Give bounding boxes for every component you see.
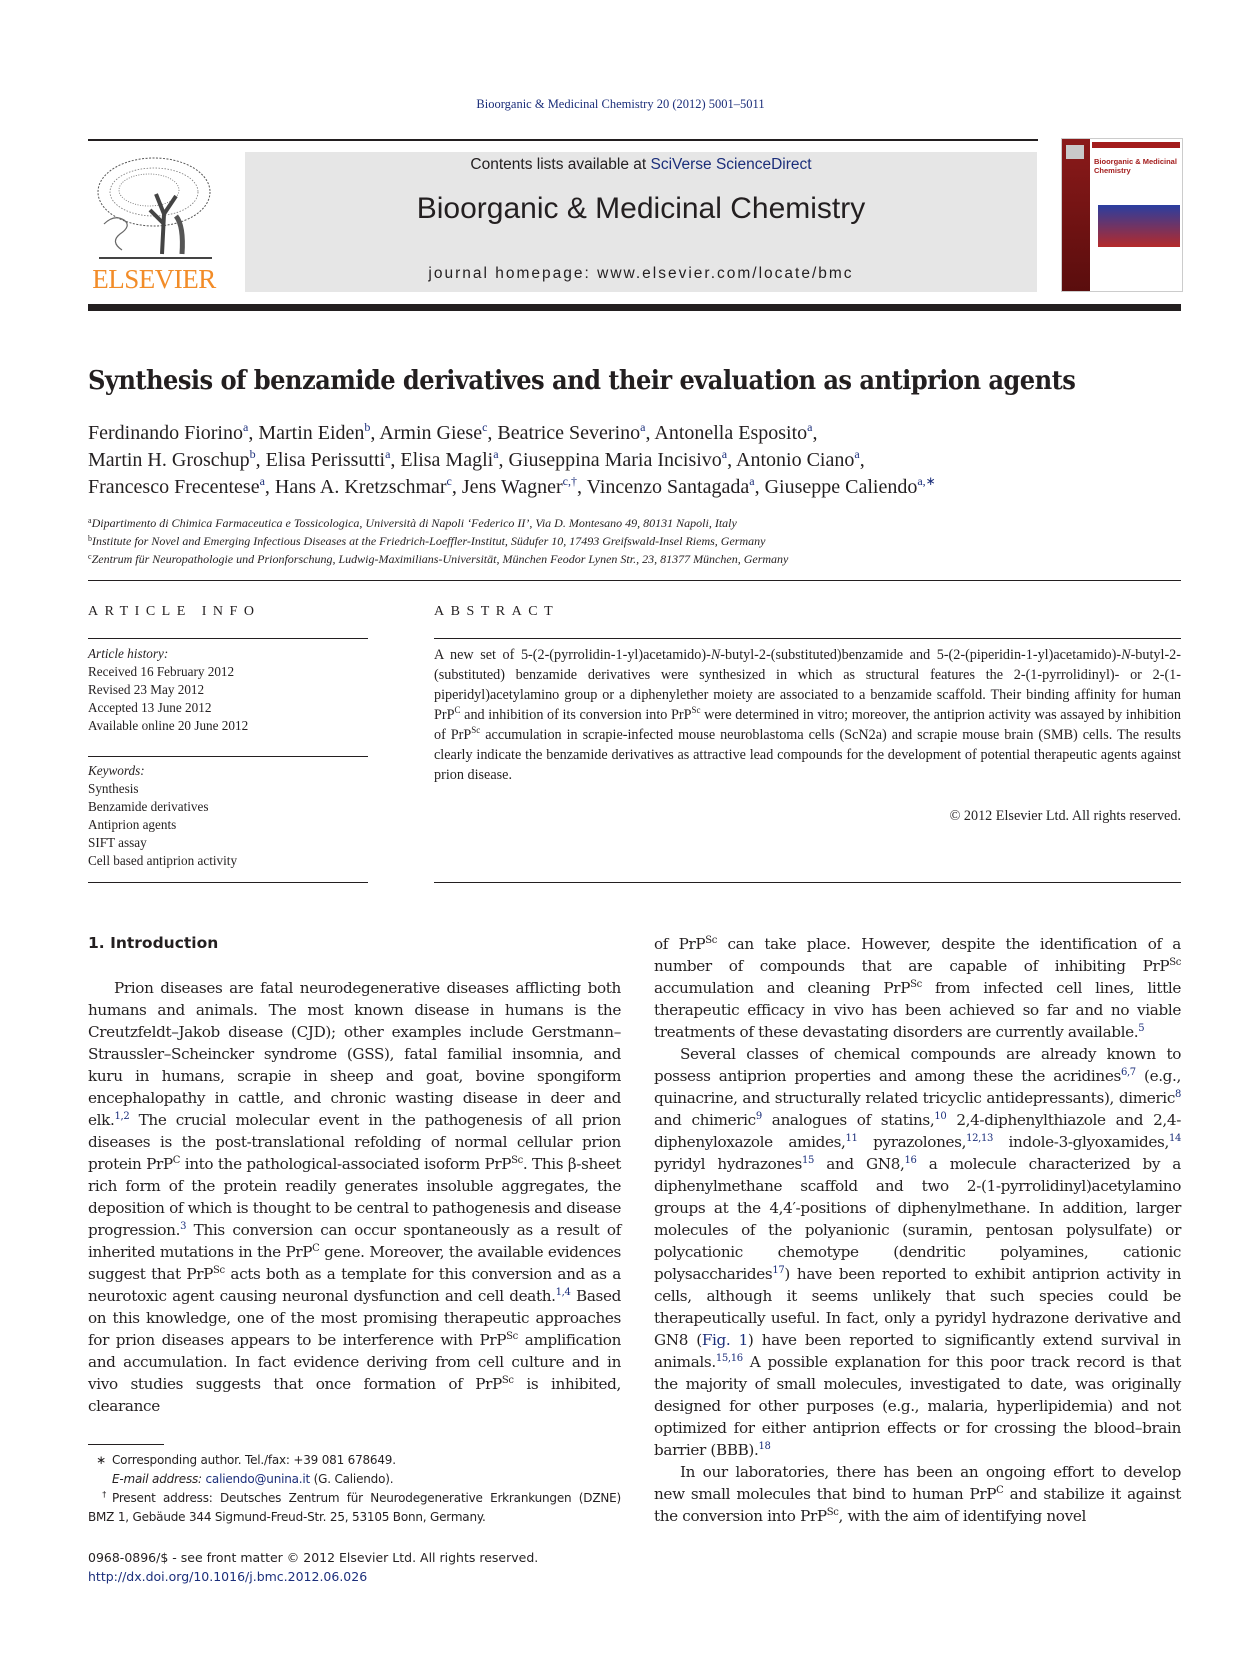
citation-link[interactable]: 14 [1168,1133,1182,1144]
author-name: Giuseppina Maria Incisivo [508,449,722,471]
affiliation-marker[interactable]: c,† [562,474,577,488]
paragraph [654,933,1181,1043]
keyword: Benzamide derivatives [88,799,209,814]
history-online: Available online 20 June 2012 [88,718,249,733]
abstract-text: -butyl-2-(substituted) benzamide derivatives were synthesized in which as structural features the 2-(1-pyrrolidinyl)- or 2-(1-piperidyl)acetylamino group or a diphenylether moiety are associated to a benzamide scaffold. Their binding affinity for human PrP [434,647,1181,723]
citation-link[interactable]: 16 [904,1155,917,1166]
contents-line [245,156,1037,174]
journal-cover-thumbnail[interactable] [1061,138,1183,292]
footnote-text: Corresponding author. Tel./fax: +39 081 678649. [112,1453,396,1467]
body-text: analogues of statins, [761,1111,935,1129]
history-revised: Revised 23 May 2012 [88,682,205,697]
email-link[interactable]: caliendo@unina.it [205,1472,311,1486]
author-line-1: Ferdinando Fiorino$^a$, Martin Eiden$^b$, Armin Giese$^c$, Beatrice Severino$^a$, Antonella Esposito$^a$, [88,420,818,444]
superscript: C [454,705,461,715]
affiliations [88,514,788,568]
author-name: Francesco Frecentese [88,476,260,498]
divider [88,882,368,883]
body-text: amplification and accumulation. In fact evidence deriving from cell culture and in vivo studies suggests that once formation of PrP [88,1331,622,1393]
body-text: and chimeric [654,1111,756,1129]
citation-link[interactable]: 1,2 [114,1111,130,1122]
keywords-label: Keywords: [88,763,145,778]
email-label: E-mail address: [112,1472,202,1486]
citation-link[interactable]: 1,4 [555,1287,571,1298]
history-accepted: Accepted 13 June 2012 [88,700,212,715]
body-text: 2,4-diphenylthiazole and 2,4-diphenyloxazole amides, [654,1111,1181,1151]
author-list [88,420,1188,501]
author-name: Hans A. Kretzschmar [274,476,447,498]
divider [88,580,1181,581]
citation-link[interactable]: 10 [934,1111,947,1122]
body-text: . This β-sheet rich form of the protein readily generates insoluble aggregates, the deposition of which is thought to be central to pathogenesis and disease progression. [88,1155,622,1239]
affiliation-marker[interactable]: c [482,420,488,434]
divider [88,756,368,757]
cover-band [1092,142,1180,148]
superscript: Sc [1169,957,1181,968]
affiliation-marker[interactable]: b [249,447,256,461]
cover-logo-icon [1066,145,1084,159]
copyright-notice: © 2012 Elsevier Ltd. All rights reserved. [949,808,1181,824]
superscript: Sc [501,1375,514,1386]
superscript: Sc [212,1265,225,1276]
affiliation-key: a [88,516,92,525]
body-text: can take place. However, despite the identification of a number of compounds that are capable of inhibiting PrP [654,935,1181,975]
body-text: gene. Moreover, the available evidences suggest that PrP [88,1243,621,1283]
body-text: into the pathological-associated isoform PrP [180,1155,512,1173]
paragraph [88,977,621,1417]
body-text: (e.g., quinacrine, and structurally related tricyclic antidepressants), dimeric [654,1067,1182,1107]
journal-citation-text[interactable]: Bioorganic & Medicinal Chemistry 20 (2012) 5001–5011 [476,97,765,111]
dagger-symbol: † [102,1490,106,1499]
superscript: Sc [506,1331,518,1342]
author-name: Antonella Esposito [654,422,808,444]
citation-link[interactable]: 9 [755,1111,762,1122]
author-name: Jens Wagner [461,476,563,498]
abstract-text: A new set of 5-(2-(pyrrolidin-1-yl)acetamido)- [434,647,711,663]
footnote-present-address [88,1489,621,1527]
author-name: Ferdinando Fiorino [88,422,243,444]
citation-link[interactable]: 15,16 [715,1353,743,1364]
divider [88,638,368,639]
paragraph [654,1043,1181,1461]
superscript: C [172,1155,181,1166]
body-text: from infected cell lines, little therapeutic efficacy in vivo has been achieved so far and no viable treatments of these devastating disorders are currently available. [654,979,1182,1041]
body-text: , with the aim of identifying novel [838,1507,1086,1525]
footnotes [88,1451,621,1527]
footnote-symbol [88,1489,112,1508]
contents-prefix: Contents lists available at [470,156,651,173]
elsevier-logo[interactable] [88,154,220,294]
citation-link[interactable]: 3 [180,1221,187,1232]
keyword: Antiprion agents [88,817,177,832]
affiliation-marker[interactable]: a [749,474,755,488]
body-text: ) have been reported to exhibit antiprion activity in cells, although it seems unlikely that such species could be therapeutically useful. In fact, only a pyridyl hydrazone derivative and GN8 ( [654,1265,1181,1349]
footnote-corresponding [88,1451,621,1470]
affiliation-marker[interactable]: a [385,447,391,461]
footnote-text: (G. Caliendo). [310,1472,394,1486]
body-text: and stabilize it against the conversion into PrP [654,1485,1182,1525]
body-text: ) have been reported to significantly extend survival in animals. [654,1331,1181,1371]
footnote-symbol: ∗ [96,1453,106,1467]
cover-image [1098,205,1180,247]
divider [434,882,1181,883]
author-name: Beatrice Severino [497,422,641,444]
author-name: Martin Eiden [258,422,365,444]
affiliation-text: Dipartimento di Chimica Farmaceutica e Tossicologica, Università di Napoli ‘Federico II’, Via D. Montesano 49, 80131 Napoli, Italy [91,516,737,530]
author-name: Martin H. Groschup [88,449,250,471]
body-text: Based on this knowledge, one of the most promising therapeutic approaches for prion diseases appears to be interference with PrP [88,1287,621,1349]
abstract-text: -butyl-2-(substituted)benzamide and 5-(2-(piperidin-1-yl)acetamido)- [720,647,1122,663]
superscript: C [996,1485,1004,1496]
divider [434,638,1181,639]
citation-link[interactable]: 11 [845,1133,858,1144]
body-column-left [88,977,621,1417]
abstract-text: were determined in vitro; moreover, the antiprion activity was assayed by inhibition of PrP [434,707,1181,743]
body-text: pyridyl hydrazones [654,1155,802,1173]
author-line-2: Martin H. Groschup$^b$, Elisa Perissutti$^a$, Elisa Magli$^a$, Giuseppina Maria Incisivo$^a$, Antonio Ciano$^a$, [88,447,865,471]
body-column-right [654,933,1181,1527]
corresponding-author-marker[interactable]: a,∗ [917,474,936,488]
superscript: Sc [705,935,717,946]
abstract-italic: N [710,647,721,663]
footnote-rule [88,1444,164,1445]
cover-spine [1062,139,1090,291]
affiliation-marker[interactable]: a [721,447,728,461]
abstract-text: and inhibition of its conversion into PrP [460,707,692,723]
body-text: of PrP [654,935,706,953]
body-text: A possible explanation for this poor track record is that the majority of small molecules, investigated to date, was originally designed for other purposes (e.g., malaria, hyperlipidemia) and not optimized for either antiprion effects or for crossing the blood–brain barrier (BBB). [654,1353,1181,1459]
header-top-rule [88,139,1038,141]
body-text: pyrazolones, [857,1133,967,1151]
superscript: C [312,1243,320,1254]
citation-link[interactable]: 18 [758,1441,771,1452]
affiliation-marker[interactable]: a [259,474,265,488]
keyword: Synthesis [88,781,139,796]
affiliation-marker[interactable]: a [640,420,646,434]
abstract-text: accumulation in scrapie-infected mouse neuroblastoma cells (ScN2a) and scrapie mouse brain (SMB) cells. The results clearly indicate the benzamide derivatives as attractive lead compounds for the development of potential therapeutic agents against prion disease. [434,727,1181,783]
superscript: Sc [910,979,922,990]
bottom-meta [88,1548,538,1586]
body-text: accumulation and cleaning PrP [654,979,911,997]
body-text: indole-3-glyoxamides, [992,1133,1169,1151]
citation-link[interactable]: 8 [1174,1089,1181,1100]
keyword: Cell based antiprion activity [88,853,238,868]
header-thick-rule [88,304,1181,311]
body-text: acts both as a template for this conversion and as a neurotoxic agent causing neuronal dysfunction and cell death. [88,1265,621,1305]
figure-link[interactable]: Fig. 1 [701,1331,748,1349]
sciencedirect-link[interactable]: SciVerse ScienceDirect [650,156,812,173]
affiliation-marker[interactable]: a [493,447,499,461]
author-name: Elisa Perissutti [265,449,386,471]
keyword: SIFT assay [88,835,147,850]
citation-link[interactable]: 12,13 [966,1133,993,1144]
body-text: Several classes of chemical compounds are already known to possess antiprion properties and among these the acridines [654,1045,1181,1085]
article-info-heading: ARTICLE INFO [88,604,261,619]
author-line-3: Francesco Frecentese$^a$, Hans A. Kretzschmar$^c$, Jens Wagner$^{c,\dagger}$, Vincenzo Santagada$^a$, Giuseppe Caliendo$^{a,∗}$ [88,474,936,498]
journal-citation-link[interactable] [0,97,1241,112]
abstract-body [434,645,1181,785]
superscript: Sc [471,725,481,735]
superscript: Sc [826,1507,839,1518]
citation-link[interactable]: 5 [1138,1023,1145,1034]
affiliation-marker[interactable]: c [446,474,452,488]
elsevier-wordmark: ELSEVIER [92,264,216,294]
elsevier-tree-icon [94,154,214,264]
history-label: Article history: [88,646,169,661]
affiliation-marker[interactable]: b [364,420,371,434]
author-name: Antonio Ciano [736,449,855,471]
history-received: Received 16 February 2012 [88,664,235,679]
footnote-email [88,1470,621,1489]
author-name: Giuseppe Caliendo [764,476,918,498]
affiliation-key: c [88,552,92,561]
author-name: Elisa Magli [400,449,494,471]
doi-link[interactable]: http://dx.doi.org/10.1016/j.bmc.2012.06.026 [88,1569,368,1584]
body-text: Prion diseases are fatal neurodegenerative diseases afflicting both humans and animals. The most known disease in humans is the Creutzfeldt–Jakob disease (CJD); other examples include Gerstmann–Straussler–Scheincker syndrome (GSS), fatal familial insomnia, and kuru in humans, scrapie in sheep and goat, bovine spongiform encephalopathy in cattle, and chronic wasting disease in deer and elk. [88,979,621,1129]
article-history [88,645,368,735]
keywords [88,762,368,870]
journal-homepage[interactable]: journal homepage: www.elsevier.com/locate/bmc [428,265,854,282]
affiliation-text: Institute for Novel and Emerging Infectious Diseases at the Friedrich-Loeffler-Institut, Südufer 10, 17493 Greifswald-Insel Riems, Germany [92,534,766,548]
citation-link[interactable]: 15 [801,1155,815,1166]
affiliation-text: Zentrum für Neuropathologie und Prionforschung, Ludwig-Maximilians-Universität, München Feodor Lynen Str., 23, 81377 München, Germany [91,552,789,566]
body-text: a molecule characterized by a diphenylmethane scaffold and two 2-(1-pyrrolidinyl)acetylamino groups at the 4,4′-positions of diphenylmethane. In addition, larger molecules of the polyanionic (suramin, pentosan polysulfate) or polycationic chemotype (dendritic polyamines, cationic polysaccharides [654,1155,1182,1283]
author-name: Armin Giese [379,422,483,444]
author-name: Vincenzo Santagada [586,476,750,498]
affiliation-a [88,514,788,532]
body-text: is inhibited, clearance [88,1375,622,1415]
journal-title: Bioorganic & Medicinal Chemistry [416,192,866,225]
affiliation-marker[interactable]: a [243,420,249,434]
abstract-italic: N [1121,647,1131,663]
abstract-heading: ABSTRACT [434,604,560,619]
citation-link[interactable]: 17 [772,1265,785,1276]
issn-line: 0968-0896/$ - see front matter © 2012 Elsevier Ltd. All rights reserved. [88,1550,539,1565]
citation-link[interactable]: 6,7 [1120,1067,1136,1078]
superscript: Sc [691,705,701,715]
body-text: In our laboratories, there has been an ongoing effort to develop new small molecules that bind to human PrP [654,1463,1181,1503]
affiliation-c [88,550,788,568]
footnote-text: Present address: Deutsches Zentrum für Neurodegenerative Erkrankungen (DZNE) BMZ 1, Gebäude 344 Sigmund-Freud-Str. 25, 53105 Bonn, Germany. [88,1491,621,1524]
body-text: and GN8, [814,1155,905,1173]
affiliation-marker[interactable]: a [807,420,813,434]
journal-banner [245,152,1037,292]
affiliation-key: b [88,534,92,543]
cover-title: Bioorganic & Medicinal Chemistry [1094,157,1177,175]
superscript: Sc [511,1155,523,1166]
body-text: This conversion can occur spontaneously as a result of inherited mutations in the PrP [88,1221,621,1261]
affiliation-b [88,532,788,550]
body-text: The crucial molecular event in the pathogenesis of all prion diseases is the post-translational refolding of normal cellular prion protein PrP [88,1111,621,1173]
article-title: Synthesis of benzamide derivatives and their evaluation as antiprion agents [88,366,1076,396]
paragraph [654,1461,1181,1527]
section-heading-introduction: 1. Introduction [88,934,219,952]
affiliation-marker[interactable]: a [854,447,860,461]
